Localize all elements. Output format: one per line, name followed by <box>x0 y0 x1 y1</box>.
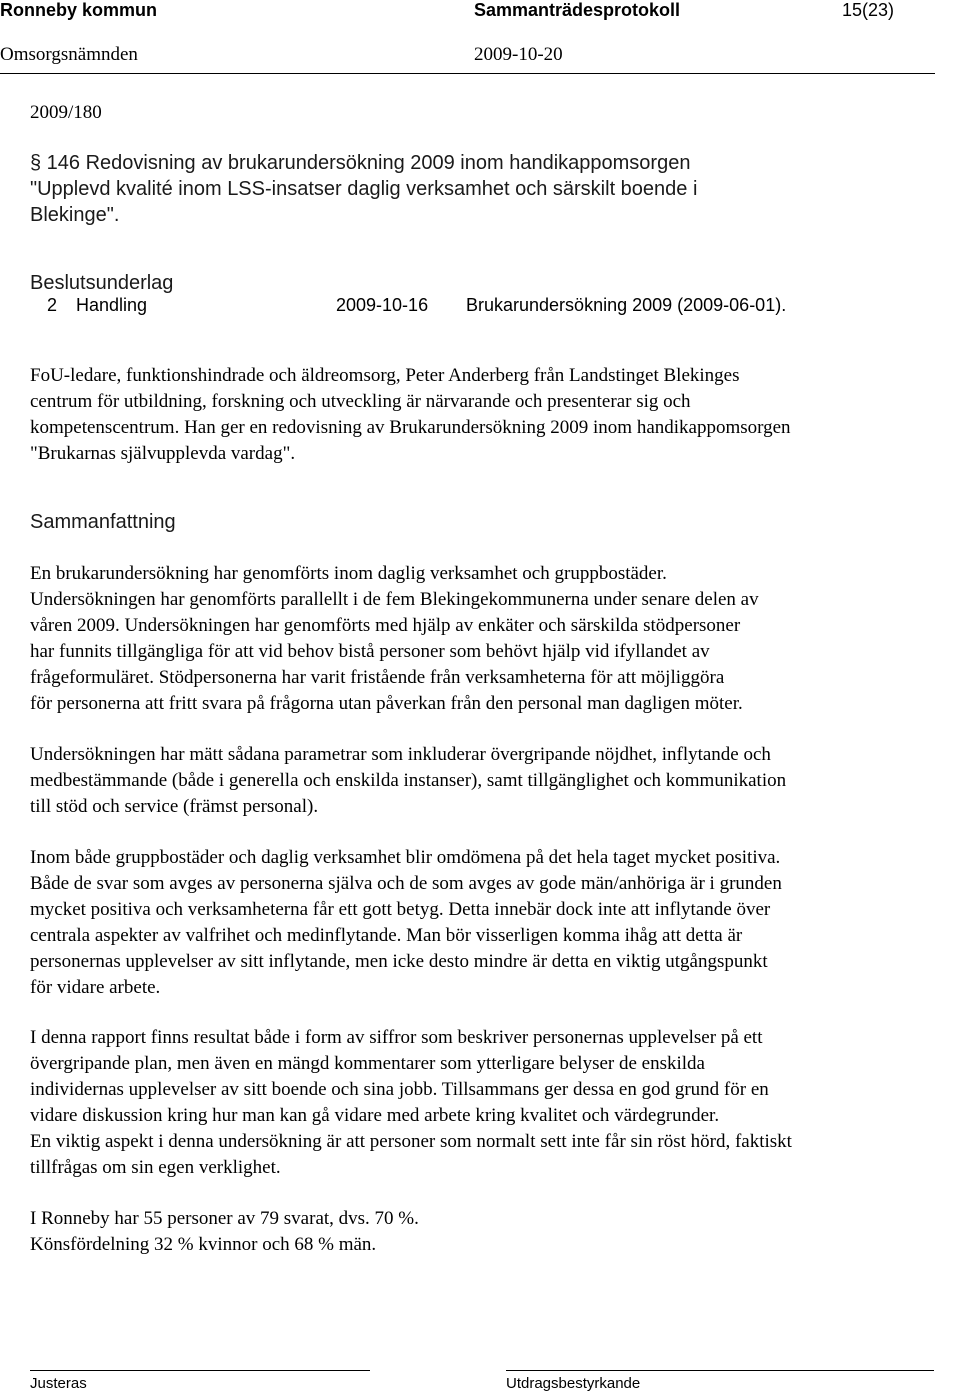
text-line: Könsfördelning 32 % kvinnor och 68 % män. <box>30 1234 377 1255</box>
text-line: Både de svar som avges av personerna själva och de som avges av gode män/anhöriga är i grunden <box>30 873 782 894</box>
beslutsunderlag-date: 2009-10-16 <box>336 295 429 315</box>
text-line: I Ronneby har 55 personer av 79 svarat, dvs. 70 %. <box>30 1208 419 1229</box>
case-number: 2009/180 <box>30 102 102 123</box>
item-title-line: § 146 Redovisning av brukarundersökning 2009 inom handikappomsorgen <box>30 152 691 174</box>
footer-rule-right <box>506 1370 934 1371</box>
item-title <box>30 150 697 228</box>
text-line: FoU-ledare, funktionshindrade och äldreomsorg, Peter Anderberg från Landstinget Blekinges <box>30 365 740 386</box>
header-committee: Omsorgsnämnden <box>0 44 138 65</box>
header-rule <box>0 73 935 74</box>
text-line: tillfrågas om sin egen verklighet. <box>30 1157 281 1178</box>
text-line: Undersökningen har genomförts parallellt i de fem Blekingekommunerna under senare delen av <box>30 589 759 610</box>
text-line: centrala aspekter av valfrihet och medinflytande. Man bör visserligen komma ihåg att detta är <box>30 925 743 946</box>
sammanfattning-heading-text: Sammanfattning <box>30 511 176 533</box>
summary-paragraph <box>30 845 782 1001</box>
beslutsunderlag-description: Brukarundersökning 2009 (2009-06-01). <box>466 295 787 315</box>
text-line: individernas upplevelser av sitt boende och sina jobb. Tillsammans ger dessa en god grund för en <box>30 1079 769 1100</box>
text-line: frågeformuläret. Stödpersonerna har varit fristående från verksamheterna för att möjliggöra <box>30 667 725 688</box>
beslutsunderlag-number: 2 <box>47 295 58 315</box>
text-line: har funnits tillgängliga för att vid behov bistå personer som behövt hjälp vid ifyllandet av <box>30 641 710 662</box>
sammanfattning-heading <box>30 509 176 535</box>
text-line: vidare diskussion kring hur man kan gå vidare med arbete kring kvalitet och värdegrunder. <box>30 1105 720 1126</box>
text-line: medbestämmande (både i generella och enskilda instanser), samt tillgänglighet och kommunikation <box>30 770 787 791</box>
beslutsunderlag-type: Handling <box>76 295 148 315</box>
intro-paragraph <box>30 363 791 467</box>
header-doc-type: Sammanträdesprotokoll <box>474 0 681 20</box>
text-line: "Brukarnas självupplevda vardag". <box>30 443 296 464</box>
footer-rule-left <box>30 1370 370 1371</box>
text-line: till stöd och service (främst personal). <box>30 796 319 817</box>
text-line: för personerna att fritt svara på frågorna utan påverkan från den personal man dagligen möter. <box>30 693 743 714</box>
summary-paragraph <box>30 561 759 717</box>
text-line: mycket positiva och verksamheterna får ett gott betyg. Detta innebär dock inte att inflytande över <box>30 899 771 920</box>
header-page-number: 15(23) <box>842 0 895 20</box>
text-line: övergripande plan, men även en mängd kommentarer som ytterligare belyser de enskilda <box>30 1053 705 1074</box>
text-line: våren 2009. Undersökningen har genomförts med hjälp av enkäter och särskilda stödpersoner <box>30 615 741 636</box>
summary-paragraph <box>30 1025 792 1181</box>
header-org: Ronneby kommun <box>0 0 158 20</box>
header-date: 2009-10-20 <box>474 44 563 65</box>
item-title-line: "Upplevd kvalité inom LSS-insatser daglig verksamhet och särskilt boende i <box>30 178 698 200</box>
text-line: personernas upplevelser av sitt inflytande, men icke desto mindre är detta en viktig utgångspunkt <box>30 951 768 972</box>
text-line: kompetenscentrum. Han ger en redovisning av Brukarundersökning 2009 inom handikappomsorgen <box>30 417 791 438</box>
text-line: centrum för utbildning, forskning och utveckling är närvarande och presenterar sig och <box>30 391 691 412</box>
text-line: Undersökningen har mätt sådana parametrar som inkluderar övergripande nöjdhet, inflytande och <box>30 744 771 765</box>
text-line: Inom både gruppbostäder och daglig verksamhet blir omdömena på det hela taget mycket positiva. <box>30 847 781 868</box>
text-line: En brukarundersökning har genomförts inom daglig verksamhet och gruppbostäder. <box>30 563 667 584</box>
text-line: I denna rapport finns resultat både i form av siffror som beskriver personernas upplevelser på ett <box>30 1027 763 1048</box>
text-line: för vidare arbete. <box>30 977 161 998</box>
beslutsunderlag-heading <box>30 270 173 296</box>
beslutsunderlag-heading-text: Beslutsunderlag <box>30 272 174 294</box>
footer-utdragsbestyrkande: Utdragsbestyrkande <box>506 1375 641 1392</box>
summary-paragraph <box>30 1206 419 1258</box>
text-line: En viktig aspekt i denna undersökning är att personer som normalt sett inte får sin röst hörd, faktiskt <box>30 1131 792 1152</box>
item-title-line: Blekinge". <box>30 204 120 226</box>
summary-paragraph <box>30 742 786 820</box>
footer-justeras: Justeras <box>30 1375 87 1392</box>
